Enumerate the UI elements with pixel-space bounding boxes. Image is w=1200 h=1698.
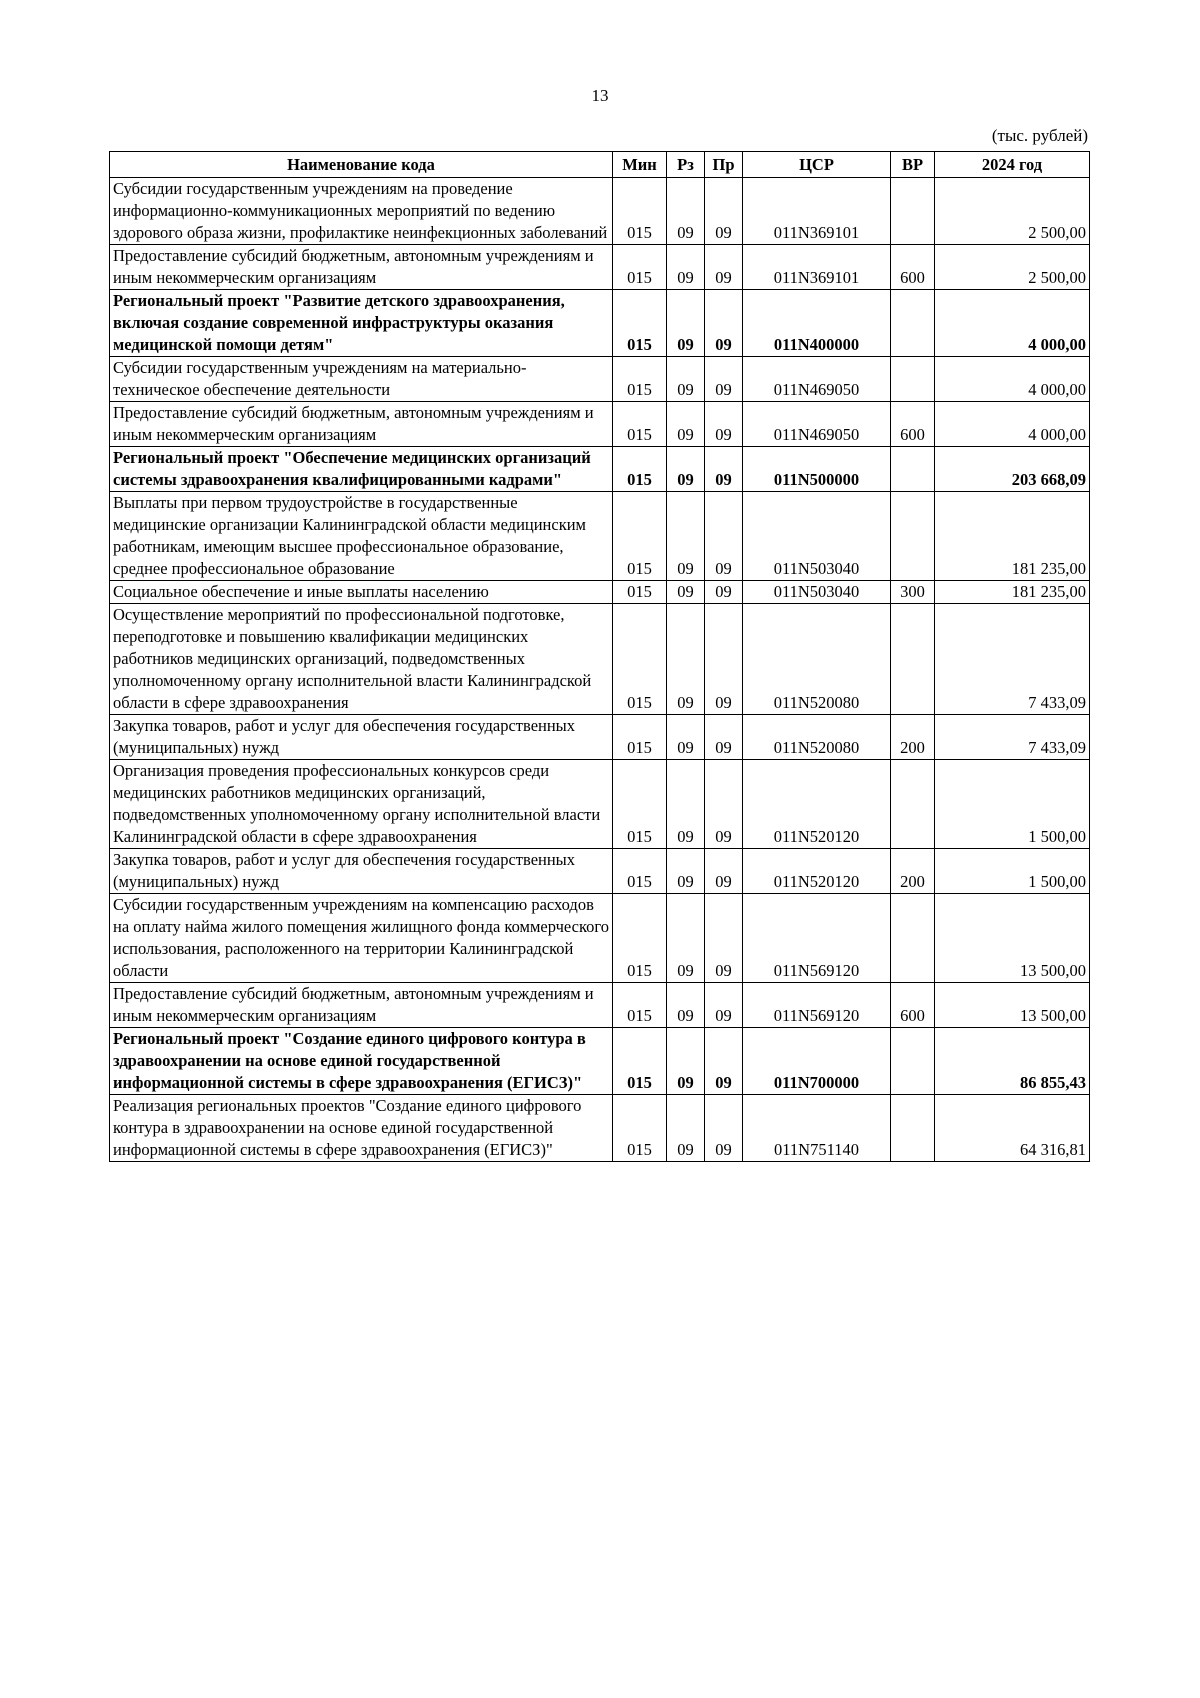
units-label: (тыс. рублей)	[991, 126, 1088, 145]
table-row	[110, 290, 1090, 357]
cell-vr: 200	[891, 849, 935, 894]
table-row	[110, 715, 1090, 760]
cell-vr	[891, 357, 935, 402]
cell-rz: 09	[667, 402, 705, 447]
cell-vr: 600	[891, 245, 935, 290]
cell-min: 015	[613, 492, 667, 581]
cell-csr: 011N520080	[743, 715, 891, 760]
cell-rz: 09	[667, 1028, 705, 1095]
cell-name: Предоставление субсидий бюджетным, автономным учреждениям и иным некоммерческим организациям	[110, 983, 613, 1028]
cell-name: Региональный проект "Создание единого цифрового контура в здравоохранении на основе единой государственной информационной системы в сфере здравоохранения (ЕГИСЗ)"	[110, 1028, 613, 1095]
cell-pr: 09	[705, 290, 743, 357]
cell-csr: 011N751140	[743, 1095, 891, 1162]
cell-rz: 09	[667, 849, 705, 894]
cell-rz: 09	[667, 983, 705, 1028]
cell-csr: 011N369101	[743, 245, 891, 290]
cell-name: Региональный проект "Развитие детского здравоохранения, включая создание современной инфраструктуры оказания медицинской помощи детям"	[110, 290, 613, 357]
cell-name: Региональный проект "Обеспечение медицинских организаций системы здравоохранения квалифицированными кадрами"	[110, 447, 613, 492]
budget-table	[109, 151, 1090, 1162]
cell-amount: 13 500,00	[935, 894, 1090, 983]
cell-amount: 2 500,00	[935, 178, 1090, 245]
cell-name: Осуществление мероприятий по профессиональной подготовке, переподготовке и повышению квалификации медицинских работников медицинских организаций, подведомственных уполномоченному органу исполнительной власти Калининградской области в сфере здравоохранения	[110, 604, 613, 715]
cell-min: 015	[613, 894, 667, 983]
page-number: 13	[591, 86, 609, 105]
cell-vr	[891, 492, 935, 581]
cell-amount: 4 000,00	[935, 402, 1090, 447]
cell-csr: 011N569120	[743, 983, 891, 1028]
cell-amount: 7 433,09	[935, 604, 1090, 715]
header-vr: ВР	[891, 152, 935, 178]
cell-csr: 011N700000	[743, 1028, 891, 1095]
cell-min: 015	[613, 1028, 667, 1095]
table-row	[110, 178, 1090, 245]
cell-amount: 4 000,00	[935, 357, 1090, 402]
cell-vr	[891, 1095, 935, 1162]
cell-amount: 7 433,09	[935, 715, 1090, 760]
table-row	[110, 760, 1090, 849]
cell-pr: 09	[705, 402, 743, 447]
cell-name: Выплаты при первом трудоустройстве в государственные медицинские организации Калининградской области медицинским работникам, имеющим высшее профессиональное образование, среднее профессиональное образование	[110, 492, 613, 581]
cell-min: 015	[613, 983, 667, 1028]
table-row	[110, 581, 1090, 604]
cell-min: 015	[613, 581, 667, 604]
cell-vr	[891, 447, 935, 492]
cell-rz: 09	[667, 178, 705, 245]
cell-amount: 203 668,09	[935, 447, 1090, 492]
table-header-row	[110, 152, 1090, 178]
cell-name: Субсидии государственным учреждениям на материально-техническое обеспечение деятельности	[110, 357, 613, 402]
cell-pr: 09	[705, 357, 743, 402]
cell-min: 015	[613, 178, 667, 245]
cell-vr: 200	[891, 715, 935, 760]
cell-name: Предоставление субсидий бюджетным, автономным учреждениям и иным некоммерческим организациям	[110, 402, 613, 447]
cell-vr: 300	[891, 581, 935, 604]
cell-min: 015	[613, 290, 667, 357]
cell-amount: 64 316,81	[935, 1095, 1090, 1162]
header-min: Мин	[613, 152, 667, 178]
cell-pr: 09	[705, 1028, 743, 1095]
header-name: Наименование кода	[110, 152, 613, 178]
cell-csr: 011N520080	[743, 604, 891, 715]
table-body	[110, 178, 1090, 1162]
header-pr: Пр	[705, 152, 743, 178]
cell-rz: 09	[667, 492, 705, 581]
cell-csr: 011N400000	[743, 290, 891, 357]
cell-vr	[891, 894, 935, 983]
cell-pr: 09	[705, 760, 743, 849]
cell-name: Предоставление субсидий бюджетным, автономным учреждениям и иным некоммерческим организациям	[110, 245, 613, 290]
cell-min: 015	[613, 245, 667, 290]
cell-rz: 09	[667, 245, 705, 290]
cell-min: 015	[613, 1095, 667, 1162]
cell-name: Субсидии государственным учреждениям на проведение информационно-коммуникационных мероприятий по ведению здорового образа жизни, профилактике неинфекционных заболеваний	[110, 178, 613, 245]
cell-pr: 09	[705, 894, 743, 983]
header-rz: Рз	[667, 152, 705, 178]
cell-name: Социальное обеспечение и иные выплаты населению	[110, 581, 613, 604]
cell-pr: 09	[705, 604, 743, 715]
cell-csr: 011N469050	[743, 357, 891, 402]
cell-pr: 09	[705, 1095, 743, 1162]
cell-vr	[891, 290, 935, 357]
cell-name: Субсидии государственным учреждениям на компенсацию расходов на оплату найма жилого помещения жилищного фонда коммерческого использования, расположенного на территории Калининградской области	[110, 894, 613, 983]
table-row	[110, 357, 1090, 402]
cell-amount: 13 500,00	[935, 983, 1090, 1028]
cell-pr: 09	[705, 983, 743, 1028]
cell-amount: 1 500,00	[935, 760, 1090, 849]
cell-amount: 181 235,00	[935, 581, 1090, 604]
cell-pr: 09	[705, 178, 743, 245]
cell-vr	[891, 178, 935, 245]
cell-csr: 011N520120	[743, 760, 891, 849]
cell-csr: 011N500000	[743, 447, 891, 492]
cell-amount: 181 235,00	[935, 492, 1090, 581]
cell-min: 015	[613, 715, 667, 760]
cell-rz: 09	[667, 357, 705, 402]
cell-amount: 4 000,00	[935, 290, 1090, 357]
cell-vr	[891, 604, 935, 715]
cell-rz: 09	[667, 290, 705, 357]
table-row	[110, 894, 1090, 983]
cell-csr: 011N369101	[743, 178, 891, 245]
cell-pr: 09	[705, 492, 743, 581]
table-row	[110, 1095, 1090, 1162]
cell-min: 015	[613, 402, 667, 447]
table-row	[110, 245, 1090, 290]
cell-min: 015	[613, 447, 667, 492]
cell-rz: 09	[667, 715, 705, 760]
cell-min: 015	[613, 760, 667, 849]
cell-rz: 09	[667, 1095, 705, 1162]
cell-vr	[891, 1028, 935, 1095]
cell-name: Реализация региональных проектов "Создание единого цифрового контура в здравоохранении на основе единой государственной информационной системы в сфере здравоохранения (ЕГИСЗ)"	[110, 1095, 613, 1162]
cell-amount: 2 500,00	[935, 245, 1090, 290]
table-row	[110, 983, 1090, 1028]
table-row	[110, 1028, 1090, 1095]
table-row	[110, 447, 1090, 492]
cell-min: 015	[613, 849, 667, 894]
table-row	[110, 604, 1090, 715]
cell-min: 015	[613, 357, 667, 402]
cell-name: Закупка товаров, работ и услуг для обеспечения государственных (муниципальных) нужд	[110, 849, 613, 894]
cell-pr: 09	[705, 715, 743, 760]
cell-name: Организация проведения профессиональных конкурсов среди медицинских работников медицинских организаций, подведомственных уполномоченному органу исполнительной власти Калининградской области в сфере здравоохранения	[110, 760, 613, 849]
cell-rz: 09	[667, 581, 705, 604]
cell-csr: 011N469050	[743, 402, 891, 447]
table-row	[110, 492, 1090, 581]
cell-rz: 09	[667, 447, 705, 492]
cell-vr: 600	[891, 402, 935, 447]
cell-pr: 09	[705, 849, 743, 894]
header-amount: 2024 год	[935, 152, 1090, 178]
cell-csr: 011N503040	[743, 492, 891, 581]
cell-vr: 600	[891, 983, 935, 1028]
cell-pr: 09	[705, 447, 743, 492]
cell-min: 015	[613, 604, 667, 715]
cell-amount: 1 500,00	[935, 849, 1090, 894]
table-row	[110, 402, 1090, 447]
cell-rz: 09	[667, 604, 705, 715]
cell-csr: 011N503040	[743, 581, 891, 604]
cell-pr: 09	[705, 581, 743, 604]
cell-amount: 86 855,43	[935, 1028, 1090, 1095]
cell-vr	[891, 760, 935, 849]
table-row	[110, 849, 1090, 894]
header-csr: ЦСР	[743, 152, 891, 178]
cell-csr: 011N520120	[743, 849, 891, 894]
cell-csr: 011N569120	[743, 894, 891, 983]
cell-pr: 09	[705, 245, 743, 290]
cell-rz: 09	[667, 894, 705, 983]
cell-name: Закупка товаров, работ и услуг для обеспечения государственных (муниципальных) нужд	[110, 715, 613, 760]
cell-rz: 09	[667, 760, 705, 849]
